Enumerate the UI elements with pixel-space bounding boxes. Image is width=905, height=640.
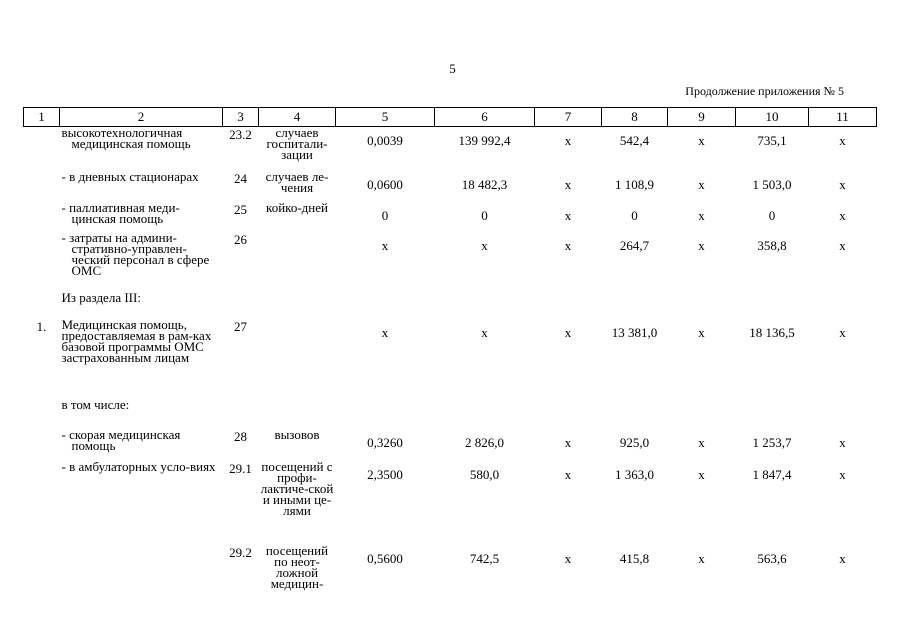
row-name	[60, 127, 223, 171]
row-unit: посещений с профи-лактиче-ской и иными це-лями	[260, 458, 334, 518]
row-name-text: - в дневных стационарах	[61, 168, 199, 184]
column-header: 6	[435, 108, 535, 127]
row-name-text: Медицинская помощь, предоставляемая в рам-ках базовой программы ОМС застрахованным лицам	[61, 316, 212, 365]
cell-c6: 2 826,0	[465, 434, 504, 450]
table-row	[24, 461, 877, 545]
cell-c6: x	[481, 324, 488, 340]
subheading-row	[24, 397, 877, 429]
page-number: 5	[449, 61, 456, 76]
table-row	[24, 202, 877, 232]
section-heading: Из раздела III:	[61, 289, 141, 305]
row-code: 29.1	[229, 460, 252, 476]
row-code: 28	[234, 428, 247, 444]
row-name	[60, 168, 223, 202]
table-row	[24, 232, 877, 290]
header-row	[24, 108, 877, 127]
data-table	[23, 107, 877, 605]
cell-c10: 563,6	[757, 550, 787, 566]
row-name-text: - скорая медицинская помощь	[61, 426, 181, 453]
column-header: 9	[668, 108, 736, 127]
row-unit: случаев госпитали-зации	[266, 125, 328, 162]
cell-c11: x	[839, 207, 846, 223]
row-name	[60, 426, 223, 461]
cell-c7: x	[564, 466, 572, 482]
cell-c10: 358,8	[757, 237, 787, 253]
column-header: 10	[736, 108, 809, 127]
row-unit: койко-дней	[266, 199, 328, 215]
row-unit: случаев ле-чения	[265, 168, 329, 195]
column-header: 5	[336, 108, 435, 127]
row-number: 1.	[36, 318, 47, 334]
cell-c5: x	[381, 237, 389, 253]
table-row	[24, 429, 877, 461]
cell-c9: x	[698, 324, 705, 340]
row-number	[24, 232, 60, 290]
column-header: 8	[602, 108, 668, 127]
row-name-text: - в амбулаторных усло-виях	[61, 458, 216, 474]
cell-c9: x	[698, 133, 705, 148]
cell-c8: 1 363,0	[615, 466, 654, 482]
row-code: 26	[234, 231, 247, 247]
cell-c6: 580,0	[469, 466, 500, 482]
section-heading-row	[24, 290, 877, 319]
row-number	[24, 429, 60, 461]
cell-c11: x	[839, 324, 846, 340]
row-name	[60, 316, 223, 397]
cell-c5: 0,5600	[367, 550, 403, 566]
cell-c7: x	[564, 324, 572, 340]
cell-c11: x	[839, 550, 846, 566]
cell-c9: x	[698, 207, 705, 223]
row-code: 23.2	[229, 127, 252, 142]
row-unit: вызовов	[274, 426, 320, 442]
cell-c10: 1 503,0	[752, 176, 792, 192]
column-header: 2	[60, 108, 223, 127]
cell-c9: x	[698, 434, 705, 450]
cell-c5: 0,0039	[367, 133, 403, 148]
cell-c5: 0,0600	[367, 176, 403, 192]
table-row	[24, 127, 877, 171]
cell-c7: x	[564, 237, 572, 253]
row-number	[24, 127, 60, 171]
row-number	[24, 171, 60, 202]
cell-c6: 18 482,3	[461, 176, 508, 192]
row-name-text: - затраты на админи-стративно-управлен-ческий персонал в сфере ОМС	[61, 229, 210, 278]
row-number	[24, 202, 60, 232]
row-unit	[259, 232, 336, 290]
row-unit	[259, 319, 336, 397]
row-code: 27	[234, 318, 247, 334]
cell-c5: 0	[381, 207, 389, 223]
cell-c10: 735,1	[757, 133, 787, 148]
row-name	[60, 545, 223, 605]
cell-c11: x	[839, 434, 846, 450]
row-name	[60, 458, 223, 545]
cell-c5: x	[381, 324, 389, 340]
cell-c11: x	[839, 237, 846, 253]
row-name	[60, 229, 223, 290]
cell-c9: x	[698, 550, 705, 566]
row-name-text: - паллиативная меди-цинская помощь	[61, 199, 180, 226]
cell-c8: 264,7	[619, 237, 650, 253]
table-row	[24, 545, 877, 605]
continuation-note: Продолжение приложения № 5	[685, 84, 844, 98]
cell-c10: 0	[768, 207, 776, 223]
cell-c11: x	[839, 466, 846, 482]
table-row	[24, 171, 877, 202]
column-header: 7	[535, 108, 602, 127]
cell-c7: x	[564, 434, 572, 450]
column-header: 3	[223, 108, 259, 127]
cell-c8: 542,4	[619, 133, 650, 148]
cell-c7: x	[564, 133, 572, 148]
cell-c9: x	[698, 466, 705, 482]
cell-c10: 1 847,4	[752, 466, 792, 482]
subheading: в том числе:	[61, 396, 130, 412]
column-header: 11	[809, 108, 877, 127]
cell-c9: x	[698, 176, 705, 192]
row-number	[24, 461, 60, 545]
cell-c5: 2,3500	[367, 466, 403, 482]
cell-c7: x	[564, 207, 572, 223]
cell-c6: 139 992,4	[458, 133, 511, 148]
row-number	[24, 545, 60, 605]
cell-c11: x	[839, 176, 846, 192]
cell-c6: 0	[481, 207, 488, 223]
cell-c11: x	[839, 133, 846, 148]
cell-c6: x	[481, 237, 488, 253]
row-name	[60, 199, 223, 232]
cell-c8: 1 108,9	[615, 176, 654, 192]
cell-c8: 13 381,0	[611, 324, 658, 340]
table-row	[24, 319, 877, 397]
cell-c8: 925,0	[619, 434, 650, 450]
cell-c7: x	[564, 550, 572, 566]
row-code: 29.2	[229, 544, 252, 560]
row-unit: посещений по неот-ложной медицин-	[265, 542, 329, 591]
cell-c5: 0,3260	[367, 434, 403, 450]
column-header: 4	[259, 108, 336, 127]
cell-c8: 415,8	[619, 550, 650, 566]
row-code: 24	[234, 170, 247, 186]
cell-c10: 18 136,5	[749, 324, 795, 340]
column-header: 1	[24, 108, 60, 127]
cell-c6: 742,5	[469, 550, 500, 566]
row-code: 25	[234, 201, 247, 217]
cell-c9: x	[698, 237, 705, 253]
row-name-text: высокотехнологичная медицинская помощь	[61, 125, 191, 151]
cell-c7: x	[564, 176, 572, 192]
cell-c10: 1 253,7	[752, 434, 792, 450]
cell-c8: 0	[631, 207, 638, 223]
